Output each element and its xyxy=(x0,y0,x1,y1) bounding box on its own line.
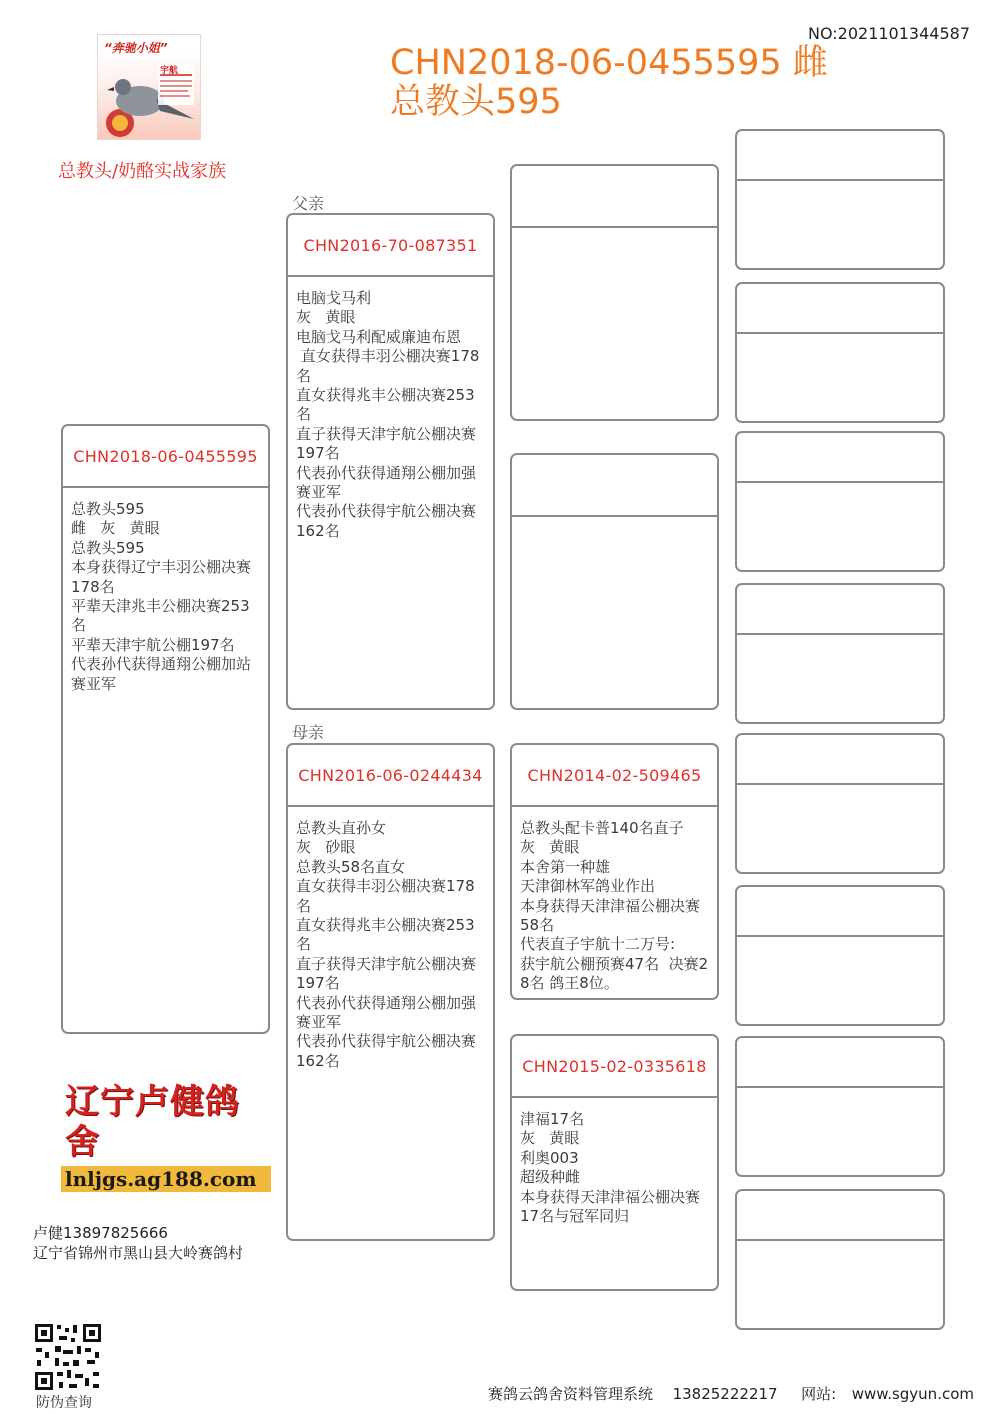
dam-dam-line: 本身获得天津津福公棚决赛17名与冠军同归 xyxy=(520,1187,701,1226)
dam-sire-details xyxy=(512,807,717,994)
great-grandparent-card-4[interactable] xyxy=(735,583,945,724)
loft-logo-image xyxy=(97,34,201,140)
certificate-number: NO:2021101344587 xyxy=(807,24,970,43)
sire-dam-ring xyxy=(512,455,717,517)
family-line: 总教头/奶酪实战家族 xyxy=(58,161,227,182)
footer-site-label: 网站: xyxy=(801,1385,837,1403)
dam-sire-ring: CHN2014-02-509465 xyxy=(512,745,717,807)
sire-line: 电脑戈马利 xyxy=(296,289,372,307)
great-grandparent-card-6[interactable] xyxy=(735,885,945,1026)
qr-code[interactable] xyxy=(33,1322,103,1392)
loft-logo xyxy=(61,1082,271,1191)
dam-line: 灰 砂眼 xyxy=(296,838,356,857)
subject-line: 平辈天津宇航公棚197名 xyxy=(71,635,235,654)
loft-contact: 卢健13897825666 xyxy=(33,1224,168,1242)
great-grandparent-card-7[interactable] xyxy=(735,1036,945,1177)
dam-sire-line: 本舍第一种雄 xyxy=(520,857,611,876)
sire-card[interactable] xyxy=(286,213,495,710)
footer-site-link[interactable]: www.sgyun.com xyxy=(851,1385,974,1403)
great-grandparent-card-1[interactable] xyxy=(735,129,945,270)
great-grandparent-card-2[interactable] xyxy=(735,282,945,423)
sire-line: 代表孙代获得通翔公棚加强赛亚军 xyxy=(296,463,477,502)
footer-phone: 13825222217 xyxy=(672,1385,778,1403)
dam-line: 直女获得兆丰公棚决赛253名 xyxy=(296,916,475,954)
loft-address: 辽宁省锦州市黑山县大岭赛鸽村 xyxy=(33,1244,244,1262)
qr-code-icon xyxy=(33,1322,103,1392)
dam-ring: CHN2016-06-0244434 xyxy=(288,745,493,807)
dam-sire-line: 总教头配卡普140名直子 xyxy=(520,819,684,837)
dam-card[interactable] xyxy=(286,743,495,1241)
sire-sire-ring xyxy=(512,166,717,228)
ring-title: CHN2018-06-0455595 雌 xyxy=(390,43,828,83)
dam-line: 代表孙代获得宇航公棚决赛162名 xyxy=(296,1032,477,1070)
dam-line: 总教头58名直女 xyxy=(296,857,406,876)
subject-line: 平辈天津兆丰公棚决赛253名 xyxy=(71,597,250,635)
great-grandparent-card-5[interactable] xyxy=(735,733,945,874)
dam-sire-line: 代表直子宇航十二万号: xyxy=(520,935,676,954)
subject-line: 雌 灰 黄眼 xyxy=(71,519,160,538)
pigeon-name-title: 总教头595 xyxy=(390,82,562,122)
loft-logo-url: lnljgs.ag188.com xyxy=(61,1166,271,1192)
sire-dam-card[interactable] xyxy=(510,453,719,710)
dam-dam-line: 超级种雌 xyxy=(520,1168,581,1187)
dam-dam-details xyxy=(512,1098,717,1226)
sire-line: 直女获得兆丰公棚决赛253名 xyxy=(296,386,475,424)
dam-sire-line: 获宇航公棚预赛47名 决赛28名 鸽王8位。 xyxy=(520,954,709,993)
subject-line: 总教头595 xyxy=(71,500,145,518)
qr-caption: 防伪查询 xyxy=(36,1395,92,1411)
footer xyxy=(488,1383,974,1404)
dam-line: 直女获得丰羽公棚决赛178名 xyxy=(296,877,475,915)
subject-card[interactable] xyxy=(61,424,270,1034)
subject-line: 总教头595 xyxy=(71,538,145,557)
dam-line: 总教头直孙女 xyxy=(296,819,387,837)
great-grandparent-card-3[interactable] xyxy=(735,431,945,572)
sire-details xyxy=(288,277,493,541)
logo-sub-text: 宇航 xyxy=(160,66,179,76)
sire-line: 灰 黄眼 xyxy=(296,308,356,327)
father-label: 父亲 xyxy=(292,194,325,213)
subject-ring: CHN2018-06-0455595 xyxy=(63,426,268,488)
dam-sire-line: 灰 黄眼 xyxy=(520,838,580,857)
dam-dam-line: 灰 黄眼 xyxy=(520,1129,580,1148)
logo-banner-text: “奔驰小姐” xyxy=(104,41,168,55)
subject-line: 本身获得辽宁丰羽公棚决赛178名 xyxy=(71,558,252,596)
dam-sire-line: 本身获得天津津福公棚决赛58名 xyxy=(520,896,701,935)
mother-label: 母亲 xyxy=(292,723,325,742)
dam-dam-line: 利奥003 xyxy=(520,1148,579,1167)
sire-line: 直女获得丰羽公棚决赛178名 xyxy=(296,347,480,385)
sire-line: 直子获得天津宇航公棚决赛197名 xyxy=(296,424,477,463)
great-grandparent-card-8[interactable] xyxy=(735,1189,945,1330)
dam-line: 直子获得天津宇航公棚决赛197名 xyxy=(296,954,477,993)
dam-dam-line: 津福17名 xyxy=(520,1110,585,1128)
subject-details xyxy=(63,488,268,694)
sire-line: 电脑戈马利配威廉迪布恩 xyxy=(296,327,462,346)
dam-sire-line: 天津御林军鸽业作出 xyxy=(520,877,656,896)
sire-line: 代表孙代获得宇航公棚决赛162名 xyxy=(296,502,477,540)
pigeon-icon xyxy=(98,35,200,139)
dam-sire-card[interactable] xyxy=(510,743,719,1000)
footer-system: 赛鸽云鸽舍资料管理系统 xyxy=(488,1385,654,1403)
sire-sire-card[interactable] xyxy=(510,164,719,421)
dam-line: 代表孙代获得通翔公棚加强赛亚军 xyxy=(296,993,477,1032)
dam-dam-card[interactable] xyxy=(510,1034,719,1291)
subject-line: 代表孙代获得通翔公棚加站赛亚军 xyxy=(71,655,252,693)
loft-logo-text: 辽宁卢健鸽舍 xyxy=(65,1082,240,1162)
dam-dam-ring: CHN2015-02-0335618 xyxy=(512,1036,717,1098)
sire-ring: CHN2016-70-087351 xyxy=(288,215,493,277)
dam-details xyxy=(288,807,493,1071)
